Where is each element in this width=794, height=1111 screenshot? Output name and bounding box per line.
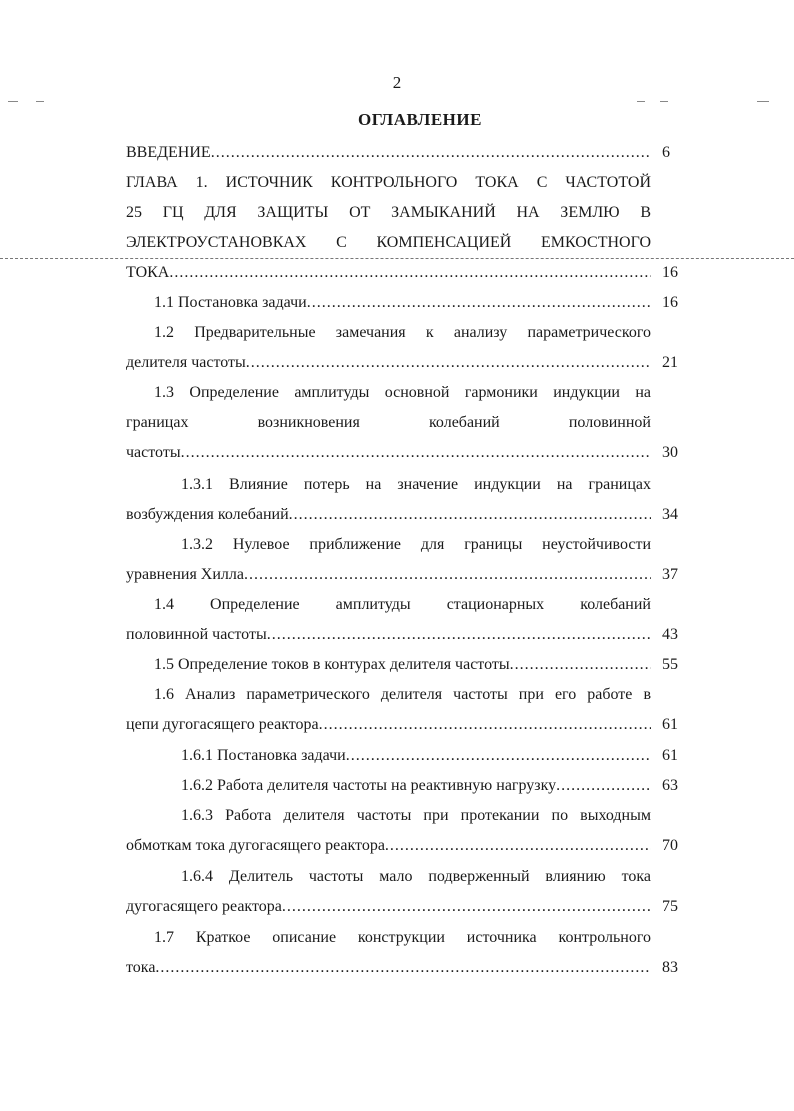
toc-entry-text: ВВЕДЕНИЕ: [126, 144, 211, 161]
toc-entry-1-3-2-last-line: [126, 565, 651, 585]
toc-title: ОГЛАВЛЕНИЕ: [358, 110, 482, 129]
toc-page-number: 21: [662, 354, 678, 371]
toc-entry-1-5: [154, 655, 651, 675]
toc-entry-text: обмоткам тока дугогасящего реактора: [126, 837, 385, 854]
toc-entry-text: 1.5 Определение токов в контурах делителя частоты: [154, 656, 510, 673]
toc-page-number: 6: [662, 144, 670, 161]
toc-entry-text: тока: [126, 959, 156, 976]
toc-entry-1-6-4-last-line: [126, 897, 651, 917]
toc-page-number: 37: [662, 566, 678, 583]
toc-page-number: 63: [662, 777, 678, 794]
toc-page-number: 30: [662, 444, 678, 461]
toc-entry-1-2-last-line: [126, 353, 651, 373]
toc-page-number: 16: [662, 294, 678, 311]
toc-entry-text: цепи дугогасящего реактора: [126, 716, 319, 733]
toc-entry-1-3-line: 1.3 Определение амплитуды основной гармоники индукции на: [154, 384, 651, 401]
toc-page-number: 83: [662, 959, 678, 976]
toc-entry-1-3-last-line: [126, 443, 651, 463]
toc-entry-1-3-2-line: 1.3.2 Нулевое приближение для границы неустойчивости: [181, 536, 651, 553]
toc-entry-1-6-4-line: 1.6.4 Делитель частоты мало подверженный влиянию тока: [181, 868, 651, 885]
toc-entry-1-2-line: 1.2 Предварительные замечания к анализу параметрического: [154, 324, 651, 341]
toc-entry-text: уравнения Хилла: [126, 566, 244, 583]
toc-entry-text: 1.6.2 Работа делителя частоты на реактивную нагрузку: [181, 777, 557, 794]
toc-page-number: 16: [662, 264, 678, 281]
toc-page-number: 34: [662, 506, 678, 523]
toc-entry-1-4-last-line: [126, 625, 651, 645]
toc-entry-chapter-1-last-line: [126, 263, 651, 283]
toc-entry-chapter-1-line: ЭЛЕКТРОУСТАНОВКАХ С КОМПЕНСАЦИЕЙ ЕМКОСТНОГО: [126, 234, 651, 251]
toc-entry-1-7-line: 1.7 Краткое описание конструкции источника контрольного: [154, 929, 651, 946]
toc-entry-text: половинной частоты: [126, 626, 267, 643]
toc-entry-1-7-last-line: [126, 958, 651, 978]
toc-entry-text: делителя частоты: [126, 354, 246, 371]
page-number: 2: [392, 73, 402, 92]
toc-entry-1-1: [154, 293, 651, 313]
toc-page-number: 75: [662, 898, 678, 915]
toc-entry-1-3-line: границах возникновения колебаний половинной: [126, 414, 651, 431]
toc-entry-text: частоты: [126, 444, 181, 461]
toc-entry-1-3-1-last-line: [126, 505, 651, 525]
toc-entry-text: 1.1 Постановка задачи: [154, 294, 307, 311]
toc-entry-chapter-1-line: ГЛАВА 1. ИСТОЧНИК КОНТРОЛЬНОГО ТОКА С ЧАСТОТОЙ: [126, 174, 651, 191]
toc-page-number: 61: [662, 716, 678, 733]
toc-page-number: 43: [662, 626, 678, 643]
toc-entry-chapter-1-line: 25 ГЦ ДЛЯ ЗАЩИТЫ ОТ ЗАМЫКАНИЙ НА ЗЕМЛЮ В: [126, 204, 651, 221]
toc-page-number: 70: [662, 837, 678, 854]
toc-entry-text: ТОКА: [126, 264, 170, 281]
toc-entry-1-6-last-line: [126, 715, 651, 735]
toc-page-number: 55: [662, 656, 678, 673]
toc-page-number: 61: [662, 747, 678, 764]
toc-entry-1-6-2: [181, 776, 651, 796]
toc-entry-1-3-1-line: 1.3.1 Влияние потерь на значение индукции на границах: [181, 476, 651, 493]
toc-entry-text: 1.6.1 Постановка задачи: [181, 747, 346, 764]
toc-entry-1-4-line: 1.4 Определение амплитуды стационарных колебаний: [154, 596, 651, 613]
toc-entry-text: возбуждения колебаний: [126, 506, 289, 523]
toc-entry-1-6-line: 1.6 Анализ параметрического делителя частоты при его работе в: [154, 686, 651, 703]
toc-entry-1-6-3-line: 1.6.3 Работа делителя частоты при протекании по выходным: [181, 807, 651, 824]
toc-entry-1-6-3-last-line: [126, 836, 651, 856]
toc-entry-introduction: [126, 143, 651, 163]
toc-entry-text: дугогасящего реактора: [126, 898, 282, 915]
toc-entry-1-6-1: [181, 746, 651, 766]
